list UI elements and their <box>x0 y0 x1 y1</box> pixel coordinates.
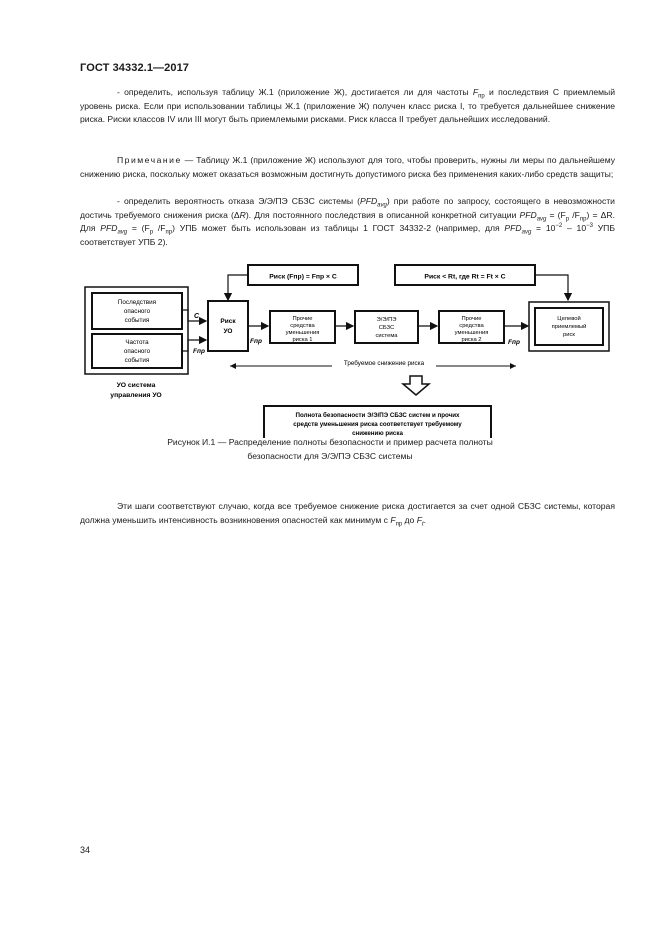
svg-text:Последствия: Последствия <box>117 299 157 306</box>
svg-text:средства: средства <box>290 323 315 329</box>
figure-caption: Рисунок И.1 — Распределение полноты безопасности и пример расчета полноты безопасности для Э/Э/ПЭ СБЗС системы <box>167 437 493 461</box>
svg-text:уменьшения: уменьшения <box>285 330 320 336</box>
svg-text:опасного: опасного <box>123 348 151 355</box>
svg-text:опасного: опасного <box>123 308 151 315</box>
result-down-arrow <box>403 376 429 395</box>
svg-text:Риск: Риск <box>220 318 236 325</box>
arrow-to-target <box>535 275 568 300</box>
svg-text:Э/Э/ПЭ: Э/Э/ПЭ <box>376 317 397 323</box>
svg-text:Прочие: Прочие <box>292 316 313 322</box>
risk-uo-box <box>208 301 248 351</box>
svg-text:риска 1: риска 1 <box>292 337 313 343</box>
svg-text:снижению риска: снижению риска <box>352 430 403 437</box>
page-number: 34 <box>80 845 91 855</box>
paragraph-note: Примечание — Таблицу Ж.1 (приложение Ж) используют для того, чтобы проверить, нужны ли меры по дальнейшему снижению риска, поскольку может оказаться возможным достигнуть допустимого риска без применения каких-либо средств защиты; <box>80 155 615 179</box>
arrow-to-risk-uo <box>228 275 248 300</box>
euc-label: УО система <box>116 382 156 389</box>
svg-text:СБЗС: СБЗС <box>378 325 395 331</box>
svg-text:управления УО: управления УО <box>110 392 162 399</box>
label-fpr-out2: Fпр <box>508 339 520 346</box>
risk-fpr-label: Риск (Fпр) = Fпр × C <box>269 273 337 281</box>
label-fpr-in: Fпр <box>193 348 205 355</box>
required-reduction-arrow-left <box>230 363 236 369</box>
svg-text:Частота: Частота <box>125 339 149 346</box>
paragraph-pfd: - определить вероятность отказа Э/Э/ПЭ СБЗС системы $(PFD_{avg})$ при работе по запросу, состоящего в невозможности достичь требуемого снижения риска (ΔR). Для постоянного последствия в описанной конкретной ситуации $PFD_{avg} = (F_р$ $/F_{пр}) = \Delta R$. Для $PFD_{avg} = (F_р$ $/F_{пр}$) УПБ может быть использован из таблицы 1 ГОСТ 34332-2 (например, для $PFD_{avg} = 10^{-2} - 10^{-3}$ УПБ соответствует УПБ 2). <box>80 196 615 247</box>
paragraph-conclusion: Эти шаги соответствуют случаю, когда все требуемое снижение риска достигается за счет одной СБЗС системы, которая должна уменьшить интенсивность возникновения опасностей как минимум с $F_{пр}$ до $F_t$. <box>80 501 615 528</box>
paragraph-acceptable-risk: - определить, используя таблицу Ж.1 (приложение Ж), достигается ли для частоты $F_{пр}$ и последствия С приемлемый уровень риска. Если при использовании таблицы Ж.1 (приложение Ж) получен класс риска I, то требуется дальнейшее снижение риска. Риски классов IV или III могут быть приемлемыми рисками. Риск класса II требует дальнейших исследований. <box>80 87 616 125</box>
svg-text:риск: риск <box>563 332 575 338</box>
svg-text:события: события <box>124 317 150 324</box>
label-fpr-out1: Fпр <box>250 338 262 345</box>
svg-text:уменьшения: уменьшения <box>454 330 489 336</box>
svg-text:Целевой: Целевой <box>557 316 581 322</box>
svg-text:средств уменьшения риска соотв: средств уменьшения риска соответствует требуемому <box>293 421 462 428</box>
svg-text:риска 2: риска 2 <box>461 337 482 343</box>
note-label: Примечание <box>117 155 182 165</box>
risk-diagram-svg <box>70 258 610 438</box>
svg-text:события: события <box>124 357 150 364</box>
svg-text:система: система <box>375 333 398 339</box>
svg-text:средства: средства <box>459 323 484 329</box>
svg-text:УО: УО <box>223 328 233 335</box>
svg-text:Полнота безопасности Э/Э/ПЭ СБ: Полнота безопасности Э/Э/ПЭ СБЗС систем и прочих <box>295 412 460 419</box>
label-c: C <box>194 313 200 320</box>
risk-diagram <box>70 258 610 458</box>
required-reduction-label: Требуемое снижение риска <box>343 360 425 367</box>
risk-target-label: Риск < Rt, где Rt = Ft × C <box>424 273 506 281</box>
standard-header: ГОСТ 34332.1—2017 <box>80 62 190 74</box>
required-reduction-arrow-right <box>510 363 516 369</box>
svg-text:приемлемый: приемлемый <box>551 324 587 330</box>
svg-text:Прочие: Прочие <box>461 316 482 322</box>
